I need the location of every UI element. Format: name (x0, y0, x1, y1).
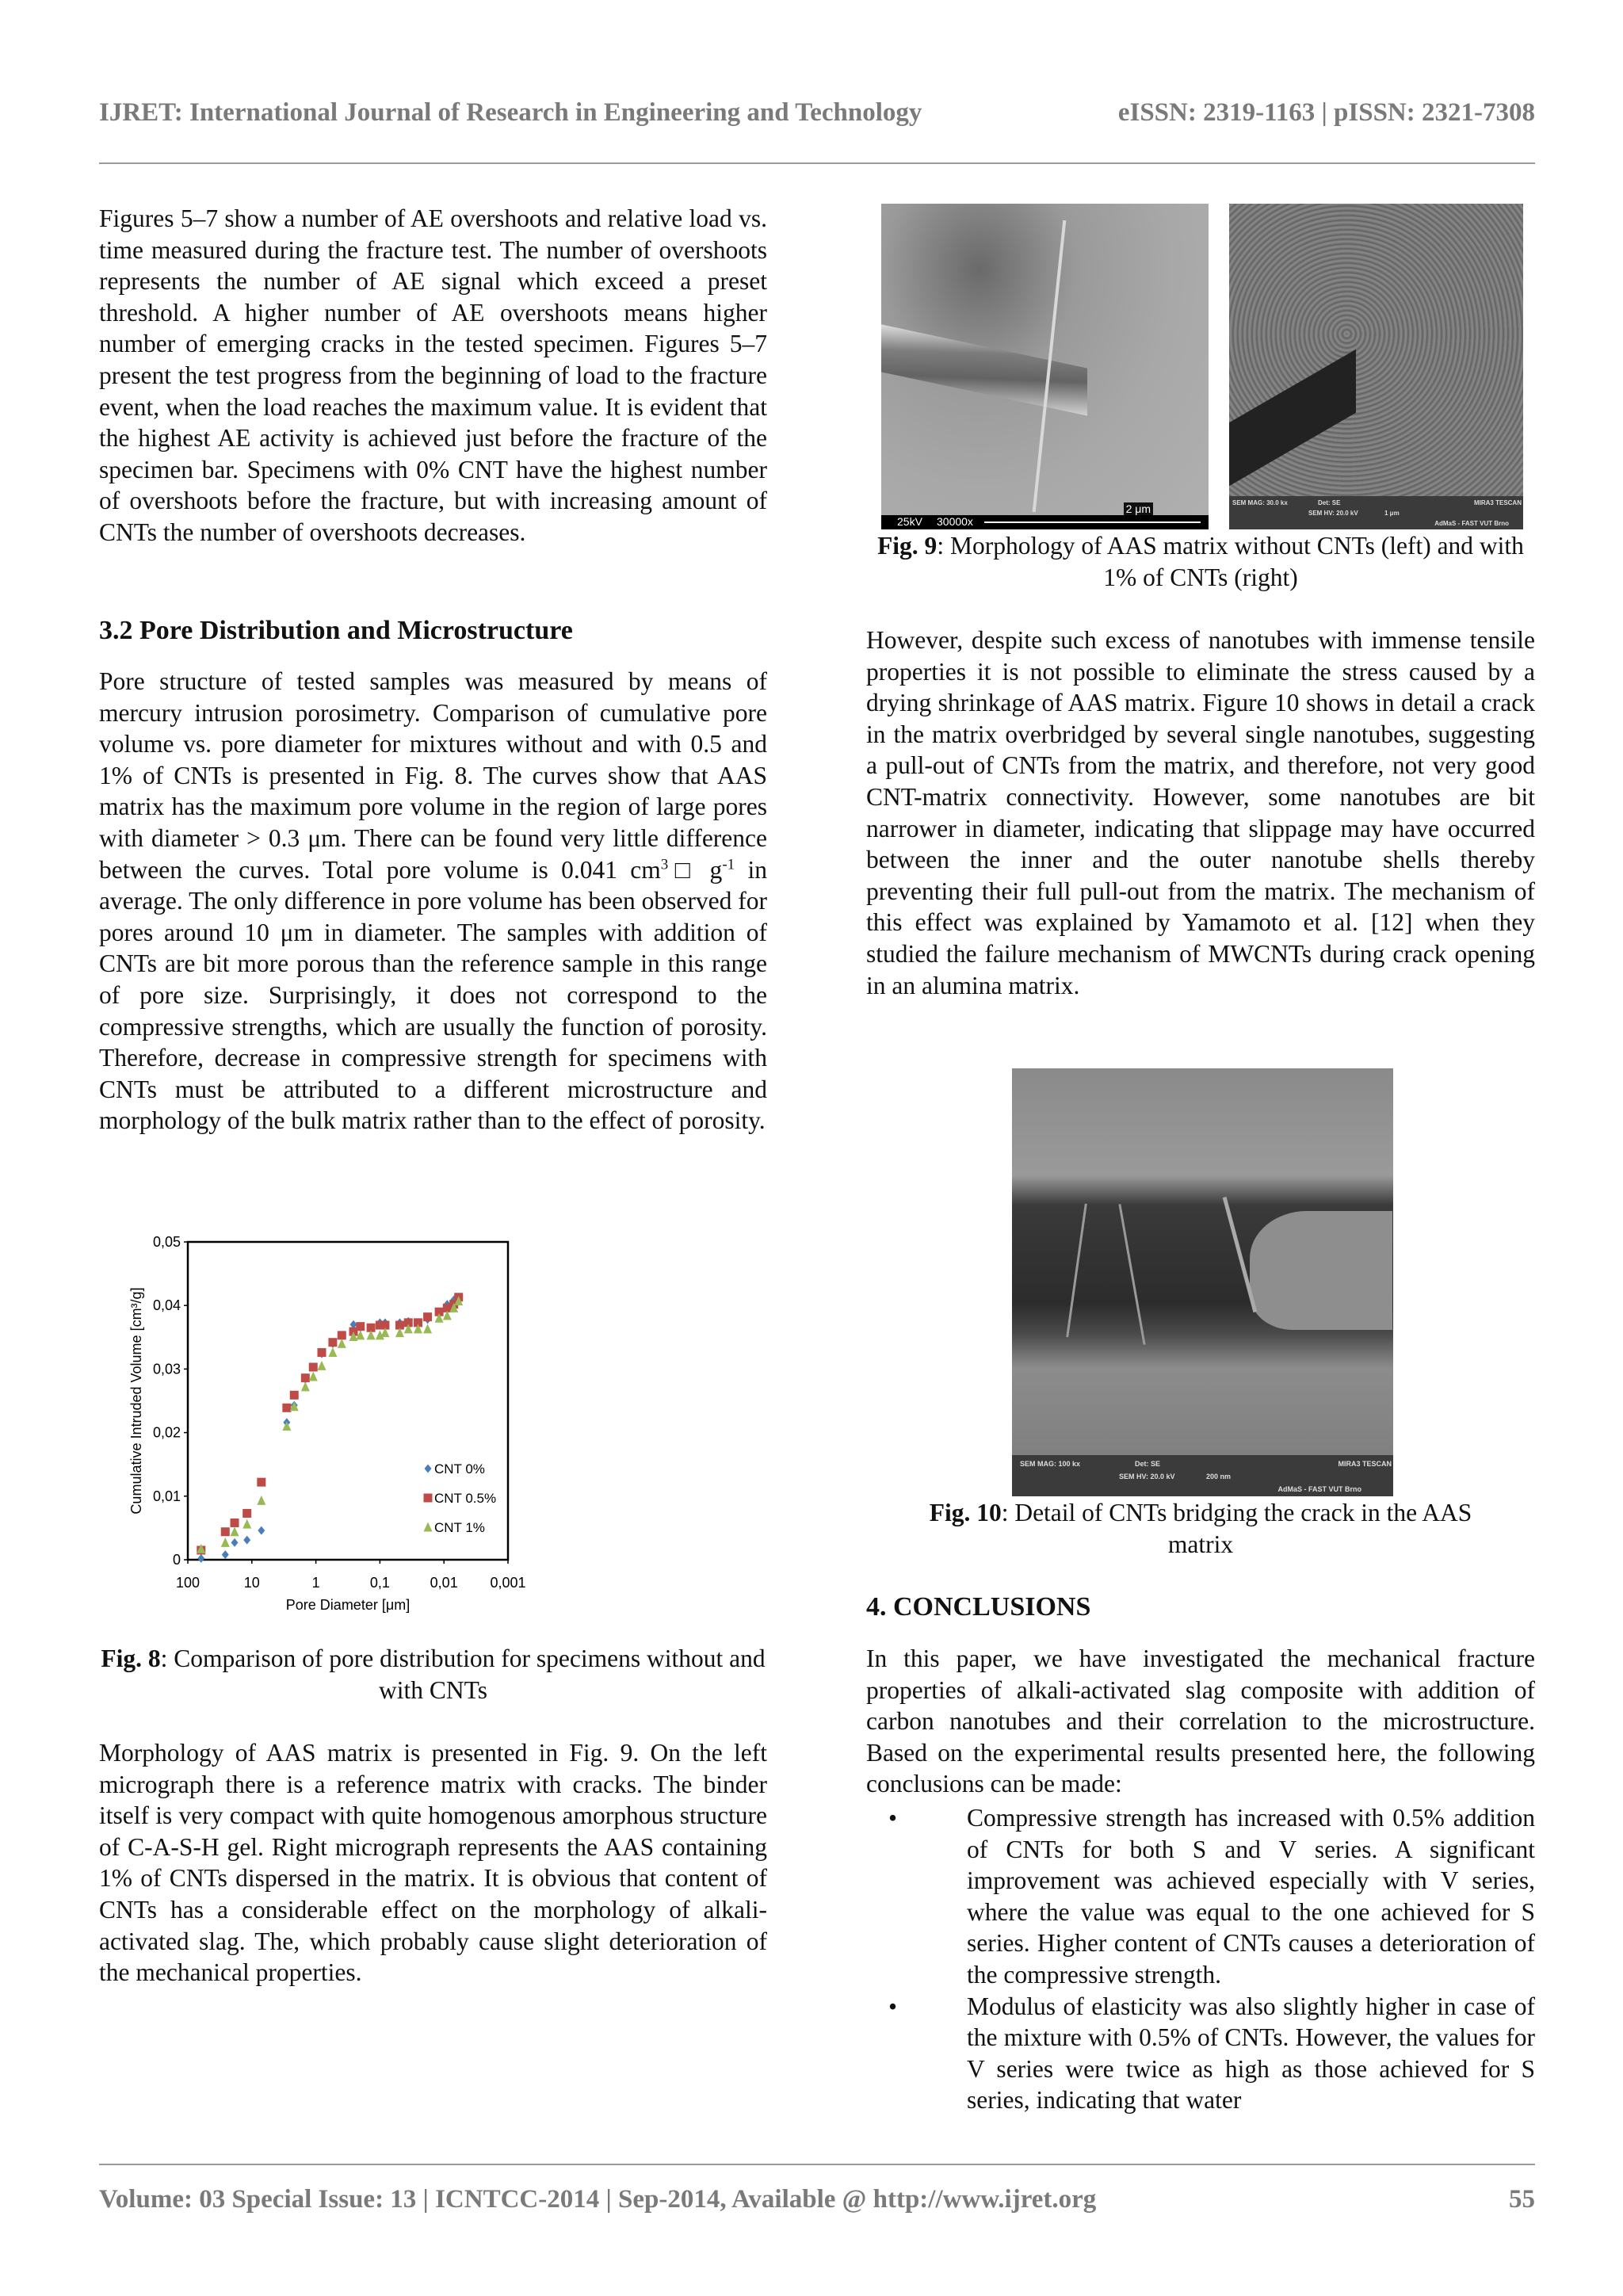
unit-text: □ g (668, 855, 723, 884)
scale-label: 1 μm (1384, 510, 1400, 517)
list-item (866, 1802, 1535, 1991)
footer-divider (99, 2164, 1535, 2165)
y-tick-label: 0 (172, 1552, 181, 1568)
data-point-cnt-0-5- (257, 1478, 265, 1487)
scale-label: 200 nm (1206, 1473, 1232, 1480)
data-point-cnt-0-5- (309, 1362, 318, 1371)
magnification: SEM MAG: 30.0 kx (1232, 499, 1288, 506)
data-point-cnt-0-5- (338, 1331, 346, 1339)
nanotube (1118, 1204, 1145, 1345)
data-point-cnt-0-5- (231, 1519, 239, 1527)
legend-marker (424, 1494, 433, 1503)
fig10-micrograph (1012, 1068, 1393, 1496)
y-tick-label: 0,02 (152, 1424, 181, 1441)
y-tick-label: 0,05 (152, 1236, 181, 1250)
superscript: 3 (660, 856, 669, 873)
y-tick-label: 0,01 (152, 1488, 181, 1504)
footer-info: Volume: 03 Special Issue: 13 | ICNTCC-2014 | Sep-2014, Available @ http://www.ijret.org (99, 2185, 1097, 2214)
fig9-left-micrograph (881, 204, 1209, 529)
y-tick-label: 0,04 (152, 1297, 181, 1314)
legend-label: CNT 0.5% (434, 1491, 497, 1506)
nanotube (1066, 1204, 1087, 1338)
paragraph-text: in average. The only difference in pore volume has been observed for pores around 10 μm in diameter. The samples with addition of CNTs are bit more porous than the reference sample in this range of pore size. Surprisingly, it does not correspond to the compressive strengths, which are usually the function of porosity. Therefore, decrease in compressive strength for specimens with CNTs must be attributed to a different microstructure and morphology of the bulk matrix rather than to the effect of porosity. (99, 855, 767, 1135)
fig10-caption (866, 1497, 1535, 1560)
magnification: SEM MAG: 100 kx (1020, 1460, 1081, 1468)
caption-text: : Comparison of pore distribution for specimens without and with CNTs (160, 1645, 766, 1704)
data-point-cnt-0-5- (328, 1338, 337, 1347)
bullet-icon: • (888, 1992, 898, 2020)
magnification: 30000x (937, 515, 973, 528)
data-point-cnt-0-5- (221, 1527, 230, 1536)
lab-name: AdMaS - FAST VUT Brno (1277, 1485, 1361, 1493)
sem-info-bar (1012, 1455, 1393, 1496)
left-paragraph-3 (99, 1737, 767, 1988)
list-item-text: Modulus of elasticity was also slightly higher in case of the mixture with 0.5% of CNTs. However, the values for V series were twice as high as those achieved for S series, indicating that water (967, 1992, 1535, 2115)
paragraph-text: Morphology of AAS matrix is presented in Fig. 9. On the left micrograph there is a reference matrix with cracks. The binder itself is very compact with quite homogenous amorphous structure of C-A-S-H gel. Right micrograph represents the AAS containing 1% of CNTs dispersed in the matrix. It is obvious that content of CNTs has a considerable effect on the morphology of alkali-activated slag. The, which probably cause slight deterioration of the mechanical properties. (99, 1739, 767, 1987)
page-number: 55 (1509, 2185, 1535, 2214)
left-paragraph-2 (99, 666, 767, 1137)
paragraph-text: Figures 5–7 show a number of AE overshoots and relative load vs. time measured during the fracture test. The number of overshoots represents the number of AE signal which exceed a preset threshold. A higher number of AE overshoots means higher number of emerging cracks in the tested specimen. Figures 5–7 present the test progress from the beginning of load to the fracture event, when the load reaches the maximum value. It is evident that the highest AE activity is achieved just before the fracture of the specimen bar. Specimens with 0% CNT have the highest number of overshoots before the fracture, but with increasing amount of CNTs the number of overshoots decreases. (99, 204, 767, 546)
figure-label: Fig. 8 (101, 1645, 161, 1672)
detector: Det: SE (1318, 499, 1341, 506)
crack-shape (1229, 350, 1356, 486)
figure-label: Fig. 10 (929, 1499, 1002, 1526)
paragraph-text: Pore structure of tested samples was measured by means of mercury intrusion porosimetry. Comparison of cumulative pore volume vs. pore diameter for mixtures without and with 0.5 and 1% of CNTs is presented in Fig. 8. The curves show that AAS matrix has the maximum pore volume in the region of large pores with diameter > 0.3 μm. There can be found very little difference between the curves. Total pore volume is 0.041 cm (99, 667, 767, 884)
scale-bar (984, 521, 1201, 523)
section-heading-conclusions: 4. CONCLUSIONS (866, 1592, 1091, 1622)
data-point-cnt-0-5- (301, 1373, 310, 1382)
sem-info-bar (1229, 496, 1523, 529)
list-item (866, 1991, 1535, 2116)
fig9-right-micrograph (1229, 204, 1523, 529)
x-tick-label: 0,001 (490, 1575, 526, 1591)
x-tick-label: 10 (243, 1575, 260, 1591)
instrument-brand: MIRA3 TESCAN (1473, 499, 1522, 506)
y-axis-label: Cumulative Intruded Volume [cm³/g] (128, 1287, 144, 1515)
x-tick-label: 100 (175, 1575, 200, 1591)
fig9-caption (866, 530, 1535, 593)
x-axis-label: Pore Diameter [μm] (285, 1597, 411, 1613)
header-divider (99, 162, 1535, 164)
matrix-shape (1250, 1211, 1392, 1330)
right-paragraph-1 (866, 625, 1535, 1001)
scale-label: 2 μm (1124, 502, 1153, 515)
superscript: -1 (722, 856, 735, 873)
crack-shape (881, 324, 1087, 415)
data-point-cnt-0-5- (356, 1322, 365, 1331)
journal-title: IJRET: International Journal of Research in Engineering and Technology (99, 98, 922, 127)
caption-text: : Detail of CNTs bridging the crack in the AAS matrix (1001, 1499, 1472, 1558)
paragraph-text: However, despite such excess of nanotubes with immense tensile properties it is not possible to eliminate the stress caused by a drying shrinkage of AAS matrix. Figure 10 shows in detail a crack in the matrix overbridged by several single nanotubes, suggesting a pull-out of CNTs from the matrix, and therefore, not very good CNT-matrix connectivity. However, some nanotubes are bit narrower in diameter, indicating that slippage may have occurred between the inner and the outer nanotube shells thereby preventing their full pull-out from the matrix. The mechanism of this effect was explained by Yamamoto et al. [12] when they studied the failure mechanism of MWCNTs during crack opening in an alumina matrix. (866, 626, 1535, 999)
lab-name: AdMaS - FAST VUT Brno (1434, 520, 1509, 527)
issn: eISSN: 2319-1163 | pISSN: 2321-7308 (1117, 98, 1535, 127)
voltage: SEM HV: 20.0 kV (1308, 510, 1358, 517)
data-point-cnt-0-5- (317, 1348, 326, 1357)
legend-label: CNT 0% (434, 1461, 485, 1477)
left-paragraph-1 (99, 203, 767, 548)
bullet-icon: • (888, 1804, 898, 1832)
data-point-cnt-0-5- (242, 1509, 251, 1518)
conclusions-list (866, 1802, 1535, 2116)
legend-label: CNT 1% (434, 1520, 485, 1535)
x-tick-label: 0,1 (369, 1575, 390, 1591)
right-paragraph-2 (866, 1643, 1535, 1800)
voltage: 25kV (897, 515, 922, 528)
y-tick-label: 0,03 (152, 1361, 181, 1377)
instrument-brand: MIRA3 TESCAN (1338, 1460, 1392, 1468)
x-tick-label: 1 (311, 1575, 320, 1591)
list-item-text: Compressive strength has increased with 0.5% addition of CNTs for both S and V series. A significant improvement was achieved especially with V series, where the value was equal to the one achieved for S series. Higher content of CNTs causes a deterioration of the compressive strength. (967, 1804, 1535, 1988)
caption-text: : Morphology of AAS matrix without CNTs (left) and with 1% of CNTs (right) (937, 532, 1524, 591)
x-tick-label: 0,01 (430, 1575, 458, 1591)
fig8-caption (99, 1643, 767, 1706)
sem-info-bar (881, 515, 1209, 529)
plot-area (188, 1242, 508, 1560)
detector: Det: SE (1135, 1460, 1161, 1468)
data-point-cnt-0-5- (290, 1391, 299, 1400)
data-point-cnt-0-5- (423, 1312, 432, 1321)
figure-label: Fig. 9 (877, 532, 938, 560)
data-point-cnt-0-5- (282, 1404, 291, 1412)
voltage: SEM HV: 20.0 kV (1119, 1473, 1175, 1480)
paragraph-text: In this paper, we have investigated the mechanical fracture properties of alkali-activated slag composite with addition of carbon nanotubes and their correlation to the microstructure. Based on the experimental results presented here, the following conclusions can be made: (866, 1645, 1535, 1798)
pore-distribution-chart (127, 1236, 729, 1648)
section-heading-3-2: 3.2 Pore Distribution and Microstructure (99, 616, 573, 645)
